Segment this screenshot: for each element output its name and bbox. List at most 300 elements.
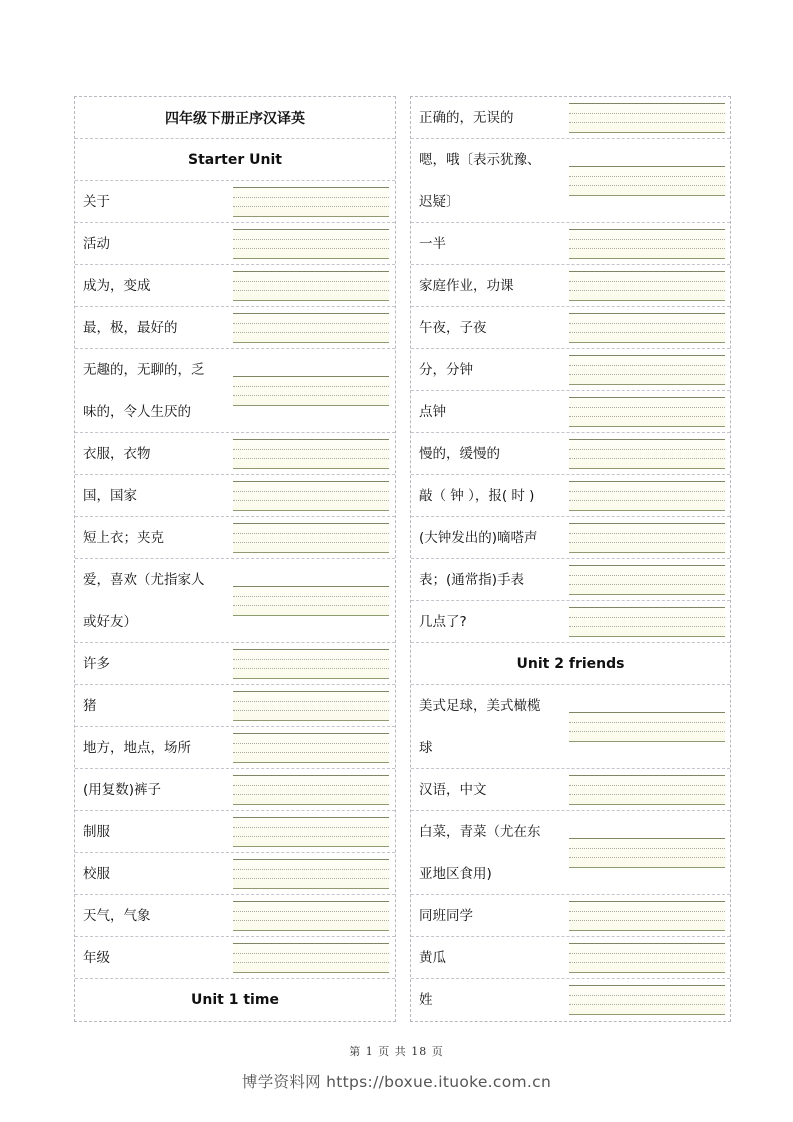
chinese-term-line: 校服 bbox=[83, 866, 110, 882]
chinese-term-line: 午夜，子夜 bbox=[419, 320, 487, 336]
writing-line-top bbox=[569, 166, 725, 167]
chinese-term-line: 球 bbox=[419, 740, 433, 756]
writing-line-bottom bbox=[569, 972, 725, 973]
writing-band bbox=[569, 986, 725, 1014]
chinese-term bbox=[83, 475, 137, 517]
writing-line-top bbox=[233, 271, 389, 272]
writing-line-bottom bbox=[569, 195, 725, 196]
writing-line-top bbox=[569, 943, 725, 944]
answer-writing-lines[interactable] bbox=[569, 565, 725, 595]
chinese-term-line: 国，国家 bbox=[83, 488, 137, 504]
vocab-row bbox=[75, 769, 395, 811]
chinese-term bbox=[83, 433, 151, 475]
chinese-term-line: 一半 bbox=[419, 236, 446, 252]
guide-line-dotted bbox=[233, 827, 389, 828]
chinese-term-line: 几点了? bbox=[419, 614, 467, 630]
chinese-term-line: 正确的，无误的 bbox=[419, 110, 514, 126]
chinese-term-line: 表；(通常指)手表 bbox=[419, 572, 525, 588]
writing-line-bottom bbox=[233, 216, 389, 217]
guide-line-dotted bbox=[569, 176, 725, 177]
guide-line-dotted bbox=[569, 239, 725, 240]
writing-line-top bbox=[569, 313, 725, 314]
writing-band bbox=[569, 356, 725, 384]
guide-line-dotted bbox=[569, 785, 725, 786]
writing-line-bottom bbox=[569, 594, 725, 595]
guide-line-dotted bbox=[569, 491, 725, 492]
writing-line-top bbox=[569, 103, 725, 104]
writing-band bbox=[233, 776, 389, 804]
answer-writing-lines[interactable] bbox=[233, 523, 389, 553]
guide-line-dotted bbox=[569, 857, 725, 858]
chinese-term bbox=[83, 223, 110, 265]
guide-line-dotted bbox=[233, 911, 389, 912]
writing-band bbox=[569, 713, 725, 741]
guide-line-dotted bbox=[233, 596, 389, 597]
guide-line-dotted bbox=[233, 533, 389, 534]
answer-writing-lines[interactable] bbox=[569, 271, 725, 301]
writing-band bbox=[233, 524, 389, 552]
writing-band bbox=[233, 692, 389, 720]
writing-line-top bbox=[233, 229, 389, 230]
chinese-term-line: 同班同学 bbox=[419, 908, 473, 924]
vocab-row bbox=[75, 727, 395, 769]
vocab-row bbox=[411, 559, 730, 601]
writing-line-top bbox=[569, 775, 725, 776]
writing-line-top bbox=[233, 523, 389, 524]
chinese-term bbox=[419, 265, 514, 307]
guide-line-dotted bbox=[233, 752, 389, 753]
guide-line-dotted bbox=[569, 1004, 725, 1005]
guide-line-dotted bbox=[569, 848, 725, 849]
writing-line-bottom bbox=[233, 258, 389, 259]
guide-line-dotted bbox=[569, 323, 725, 324]
guide-line-dotted bbox=[233, 794, 389, 795]
writing-band bbox=[569, 839, 725, 867]
guide-line-dotted bbox=[569, 248, 725, 249]
writing-band bbox=[569, 902, 725, 930]
writing-band bbox=[569, 272, 725, 300]
vocab-row bbox=[411, 769, 730, 811]
vocab-row bbox=[411, 265, 730, 307]
writing-line-bottom bbox=[569, 342, 725, 343]
writing-line-top bbox=[569, 565, 725, 566]
answer-writing-lines[interactable] bbox=[569, 985, 725, 1015]
writing-band bbox=[569, 167, 725, 195]
writing-line-top bbox=[233, 439, 389, 440]
writing-line-top bbox=[233, 187, 389, 188]
answer-writing-lines[interactable] bbox=[569, 103, 725, 133]
guide-line-dotted bbox=[233, 491, 389, 492]
vocab-row bbox=[411, 349, 730, 391]
chinese-term bbox=[419, 685, 541, 769]
answer-writing-lines[interactable] bbox=[569, 439, 725, 469]
writing-band bbox=[569, 314, 725, 342]
writing-band bbox=[233, 902, 389, 930]
guide-line-dotted bbox=[233, 542, 389, 543]
guide-line-dotted bbox=[569, 365, 725, 366]
chinese-term bbox=[419, 223, 446, 265]
guide-line-dotted bbox=[569, 449, 725, 450]
chinese-term bbox=[83, 349, 205, 433]
answer-writing-lines[interactable] bbox=[569, 607, 725, 637]
chinese-term-line: 短上衣；夹克 bbox=[83, 530, 164, 546]
writing-line-top bbox=[233, 901, 389, 902]
answer-writing-lines[interactable] bbox=[233, 901, 389, 931]
chinese-term bbox=[83, 727, 191, 769]
vocab-row bbox=[411, 433, 730, 475]
vocab-row bbox=[411, 307, 730, 349]
writing-line-top bbox=[233, 691, 389, 692]
writing-band bbox=[233, 482, 389, 510]
writing-line-bottom bbox=[233, 552, 389, 553]
guide-line-dotted bbox=[233, 878, 389, 879]
guide-line-dotted bbox=[233, 197, 389, 198]
answer-writing-lines[interactable] bbox=[233, 775, 389, 805]
chinese-term-line: 味的，令人生厌的 bbox=[83, 404, 191, 420]
site-watermark: 博学资料网 https://boxue.ituoke.com.cn bbox=[241, 1073, 552, 1091]
chinese-term-line: 美式足球，美式橄榄 bbox=[419, 698, 541, 714]
vocab-row bbox=[75, 937, 395, 979]
chinese-term bbox=[419, 937, 446, 979]
writing-line-bottom bbox=[569, 867, 725, 868]
answer-writing-lines[interactable] bbox=[569, 229, 725, 259]
writing-line-top bbox=[233, 376, 389, 377]
guide-line-dotted bbox=[233, 290, 389, 291]
guide-line-dotted bbox=[233, 920, 389, 921]
writing-line-top bbox=[233, 943, 389, 944]
guide-line-dotted bbox=[569, 911, 725, 912]
guide-line-dotted bbox=[569, 794, 725, 795]
writing-line-bottom bbox=[233, 762, 389, 763]
guide-line-dotted bbox=[233, 281, 389, 282]
writing-line-bottom bbox=[233, 846, 389, 847]
writing-band bbox=[569, 776, 725, 804]
chinese-term bbox=[83, 307, 178, 349]
guide-line-dotted bbox=[569, 962, 725, 963]
writing-line-bottom bbox=[233, 342, 389, 343]
writing-band bbox=[233, 944, 389, 972]
chinese-term-line: 许多 bbox=[83, 656, 110, 672]
chinese-term-line: 关于 bbox=[83, 194, 110, 210]
vocab-row bbox=[75, 223, 395, 265]
guide-line-dotted bbox=[569, 113, 725, 114]
chinese-term bbox=[83, 769, 161, 811]
answer-writing-lines[interactable] bbox=[233, 943, 389, 973]
guide-line-dotted bbox=[569, 920, 725, 921]
writing-line-top bbox=[569, 985, 725, 986]
writing-line-bottom bbox=[233, 804, 389, 805]
answer-writing-lines[interactable] bbox=[233, 733, 389, 763]
guide-line-dotted bbox=[233, 659, 389, 660]
writing-line-bottom bbox=[569, 426, 725, 427]
chinese-term-line: 嗯，哦〔表示犹豫、 bbox=[419, 152, 541, 168]
writing-line-top bbox=[569, 712, 725, 713]
section-header: Unit 2 friends bbox=[411, 643, 730, 685]
answer-writing-lines[interactable] bbox=[569, 397, 725, 427]
answer-writing-lines[interactable] bbox=[233, 376, 389, 406]
chinese-term-line: 年级 bbox=[83, 950, 110, 966]
guide-line-dotted bbox=[569, 332, 725, 333]
writing-line-bottom bbox=[569, 384, 725, 385]
vocab-row bbox=[75, 433, 395, 475]
writing-line-bottom bbox=[233, 405, 389, 406]
writing-line-top bbox=[569, 523, 725, 524]
writing-line-top bbox=[233, 586, 389, 587]
writing-line-top bbox=[569, 355, 725, 356]
writing-line-top bbox=[569, 439, 725, 440]
vocab-row bbox=[411, 97, 730, 139]
writing-line-top bbox=[569, 901, 725, 902]
answer-writing-lines[interactable] bbox=[569, 355, 725, 385]
answer-writing-lines[interactable] bbox=[569, 481, 725, 511]
right-vocab-table bbox=[410, 96, 731, 1022]
chinese-term bbox=[419, 139, 541, 223]
chinese-term-line: 爱，喜欢（尤指家人 bbox=[83, 572, 205, 588]
writing-line-top bbox=[233, 649, 389, 650]
writing-line-bottom bbox=[569, 132, 725, 133]
writing-line-bottom bbox=[569, 930, 725, 931]
chinese-term-line: 地方，地点，场所 bbox=[83, 740, 191, 756]
guide-line-dotted bbox=[233, 962, 389, 963]
writing-line-top bbox=[233, 481, 389, 482]
writing-band bbox=[233, 377, 389, 405]
vocab-row bbox=[411, 391, 730, 433]
writing-band bbox=[569, 440, 725, 468]
chinese-term bbox=[83, 853, 110, 895]
writing-line-bottom bbox=[569, 741, 725, 742]
vocab-row bbox=[411, 601, 730, 643]
guide-line-dotted bbox=[569, 281, 725, 282]
writing-line-top bbox=[569, 397, 725, 398]
answer-writing-lines[interactable] bbox=[233, 649, 389, 679]
answer-writing-lines[interactable] bbox=[569, 712, 725, 742]
writing-line-top bbox=[233, 859, 389, 860]
answer-writing-lines[interactable] bbox=[233, 187, 389, 217]
writing-band bbox=[233, 188, 389, 216]
vocab-row bbox=[75, 895, 395, 937]
chinese-term bbox=[83, 811, 110, 853]
chinese-term bbox=[419, 433, 500, 475]
guide-line-dotted bbox=[569, 584, 725, 585]
chinese-term bbox=[419, 979, 433, 1021]
guide-line-dotted bbox=[233, 323, 389, 324]
writing-band bbox=[569, 398, 725, 426]
chinese-term-line: 活动 bbox=[83, 236, 110, 252]
writing-band bbox=[233, 272, 389, 300]
chinese-term bbox=[419, 895, 473, 937]
guide-line-dotted bbox=[233, 701, 389, 702]
guide-line-dotted bbox=[233, 710, 389, 711]
answer-writing-lines[interactable] bbox=[569, 523, 725, 553]
writing-band bbox=[233, 650, 389, 678]
writing-line-bottom bbox=[569, 468, 725, 469]
chinese-term bbox=[83, 937, 110, 979]
chinese-term bbox=[83, 181, 110, 223]
writing-line-bottom bbox=[569, 552, 725, 553]
left-vocab-table bbox=[74, 96, 396, 1022]
answer-writing-lines[interactable] bbox=[233, 439, 389, 469]
answer-writing-lines[interactable] bbox=[569, 943, 725, 973]
writing-line-bottom bbox=[233, 468, 389, 469]
guide-line-dotted bbox=[569, 542, 725, 543]
vocab-row bbox=[75, 349, 395, 433]
writing-line-bottom bbox=[233, 510, 389, 511]
answer-writing-lines[interactable] bbox=[233, 313, 389, 343]
chinese-term-line: 黄瓜 bbox=[419, 950, 446, 966]
chinese-term-line: (大钟发出的)嘀嗒声 bbox=[419, 530, 538, 546]
chinese-term-line: 汉语，中文 bbox=[419, 782, 487, 798]
vocab-row bbox=[75, 307, 395, 349]
guide-line-dotted bbox=[233, 449, 389, 450]
writing-line-bottom bbox=[569, 1014, 725, 1015]
chinese-term-line: 亚地区食用) bbox=[419, 866, 492, 882]
writing-line-bottom bbox=[233, 972, 389, 973]
vocab-row bbox=[411, 685, 730, 769]
vocab-row bbox=[75, 181, 395, 223]
writing-band bbox=[233, 587, 389, 615]
guide-line-dotted bbox=[233, 500, 389, 501]
writing-band bbox=[569, 566, 725, 594]
writing-line-top bbox=[233, 775, 389, 776]
guide-line-dotted bbox=[233, 458, 389, 459]
vocab-row bbox=[411, 937, 730, 979]
section-header: Unit 1 time bbox=[191, 992, 279, 1008]
answer-writing-lines[interactable] bbox=[233, 271, 389, 301]
writing-line-bottom bbox=[233, 615, 389, 616]
writing-line-bottom bbox=[569, 258, 725, 259]
chinese-term bbox=[83, 643, 110, 685]
writing-band bbox=[233, 734, 389, 762]
guide-line-dotted bbox=[233, 206, 389, 207]
answer-writing-lines[interactable] bbox=[233, 817, 389, 847]
guide-line-dotted bbox=[233, 836, 389, 837]
vocab-row bbox=[75, 475, 395, 517]
chinese-term-line: 成为，变成 bbox=[83, 278, 151, 294]
chinese-term-line: 天气，气象 bbox=[83, 908, 151, 924]
chinese-term-line: 姓 bbox=[419, 992, 433, 1008]
writing-band bbox=[233, 314, 389, 342]
guide-line-dotted bbox=[569, 953, 725, 954]
writing-line-top bbox=[569, 481, 725, 482]
chinese-term-line: 或好友） bbox=[83, 614, 137, 630]
guide-line-dotted bbox=[233, 869, 389, 870]
vocab-row bbox=[411, 223, 730, 265]
vocab-row bbox=[411, 475, 730, 517]
vocab-row bbox=[411, 979, 730, 1021]
guide-line-dotted bbox=[569, 626, 725, 627]
chinese-term-line: 慢的，缓慢的 bbox=[419, 446, 500, 462]
answer-writing-lines[interactable] bbox=[569, 166, 725, 196]
section-header: Starter Unit bbox=[75, 139, 395, 181]
answer-writing-lines[interactable] bbox=[233, 586, 389, 616]
vocab-row bbox=[411, 517, 730, 559]
chinese-term bbox=[83, 517, 164, 559]
chinese-term-line: 分，分钟 bbox=[419, 362, 473, 378]
guide-line-dotted bbox=[233, 953, 389, 954]
writing-band bbox=[569, 524, 725, 552]
guide-line-dotted bbox=[569, 458, 725, 459]
writing-band bbox=[569, 608, 725, 636]
guide-line-dotted bbox=[569, 374, 725, 375]
chinese-term bbox=[419, 97, 514, 139]
writing-line-bottom bbox=[569, 300, 725, 301]
writing-band bbox=[569, 482, 725, 510]
chinese-term bbox=[419, 391, 446, 433]
guide-line-dotted bbox=[233, 605, 389, 606]
guide-line-dotted bbox=[569, 500, 725, 501]
chinese-term bbox=[83, 265, 151, 307]
guide-line-dotted bbox=[569, 122, 725, 123]
page-indicator: 第 1 页 共 18 页 bbox=[349, 1045, 444, 1058]
guide-line-dotted bbox=[569, 416, 725, 417]
guide-line-dotted bbox=[569, 290, 725, 291]
guide-line-dotted bbox=[569, 185, 725, 186]
answer-writing-lines[interactable] bbox=[569, 313, 725, 343]
guide-line-dotted bbox=[233, 248, 389, 249]
guide-line-dotted bbox=[233, 332, 389, 333]
writing-band bbox=[569, 944, 725, 972]
chinese-term-line: 迟疑〕 bbox=[419, 194, 460, 210]
writing-line-bottom bbox=[233, 300, 389, 301]
chinese-term bbox=[419, 307, 487, 349]
answer-writing-lines[interactable] bbox=[569, 838, 725, 868]
answer-writing-lines[interactable] bbox=[569, 775, 725, 805]
writing-line-top bbox=[233, 817, 389, 818]
answer-writing-lines[interactable] bbox=[233, 859, 389, 889]
guide-line-dotted bbox=[233, 239, 389, 240]
guide-line-dotted bbox=[569, 995, 725, 996]
chinese-term-line: 白菜，青菜（尤在东 bbox=[419, 824, 541, 840]
chinese-term bbox=[419, 559, 524, 601]
chinese-term-line: 衣服，衣物 bbox=[83, 446, 151, 462]
answer-writing-lines[interactable] bbox=[233, 229, 389, 259]
chinese-term bbox=[83, 559, 205, 643]
writing-band bbox=[233, 860, 389, 888]
chinese-term-line: 点钟 bbox=[419, 404, 446, 420]
chinese-term bbox=[83, 685, 97, 727]
vocab-row bbox=[75, 517, 395, 559]
guide-line-dotted bbox=[569, 731, 725, 732]
chinese-term bbox=[419, 769, 487, 811]
chinese-term-line: (用复数)裤子 bbox=[83, 782, 162, 798]
vocab-row bbox=[75, 643, 395, 685]
vocab-row bbox=[411, 139, 730, 223]
writing-band bbox=[569, 230, 725, 258]
guide-line-dotted bbox=[569, 575, 725, 576]
answer-writing-lines[interactable] bbox=[233, 481, 389, 511]
answer-writing-lines[interactable] bbox=[569, 901, 725, 931]
vocab-row bbox=[75, 265, 395, 307]
vocab-row bbox=[75, 853, 395, 895]
writing-line-bottom bbox=[569, 510, 725, 511]
chinese-term bbox=[419, 811, 541, 895]
writing-line-top bbox=[569, 607, 725, 608]
chinese-term-line: 敲（ 钟 ），报( 时 ) bbox=[419, 488, 535, 504]
chinese-term-line: 最，极，最好的 bbox=[83, 320, 178, 336]
vocab-row bbox=[75, 685, 395, 727]
answer-writing-lines[interactable] bbox=[233, 691, 389, 721]
chinese-term bbox=[419, 517, 538, 559]
chinese-term-line: 无趣的，无聊的，乏 bbox=[83, 362, 205, 378]
writing-band bbox=[569, 104, 725, 132]
writing-line-bottom bbox=[233, 888, 389, 889]
writing-band bbox=[233, 230, 389, 258]
chinese-term-line: 家庭作业，功课 bbox=[419, 278, 514, 294]
writing-line-bottom bbox=[569, 804, 725, 805]
writing-line-top bbox=[233, 313, 389, 314]
guide-line-dotted bbox=[233, 395, 389, 396]
vocab-row bbox=[75, 559, 395, 643]
